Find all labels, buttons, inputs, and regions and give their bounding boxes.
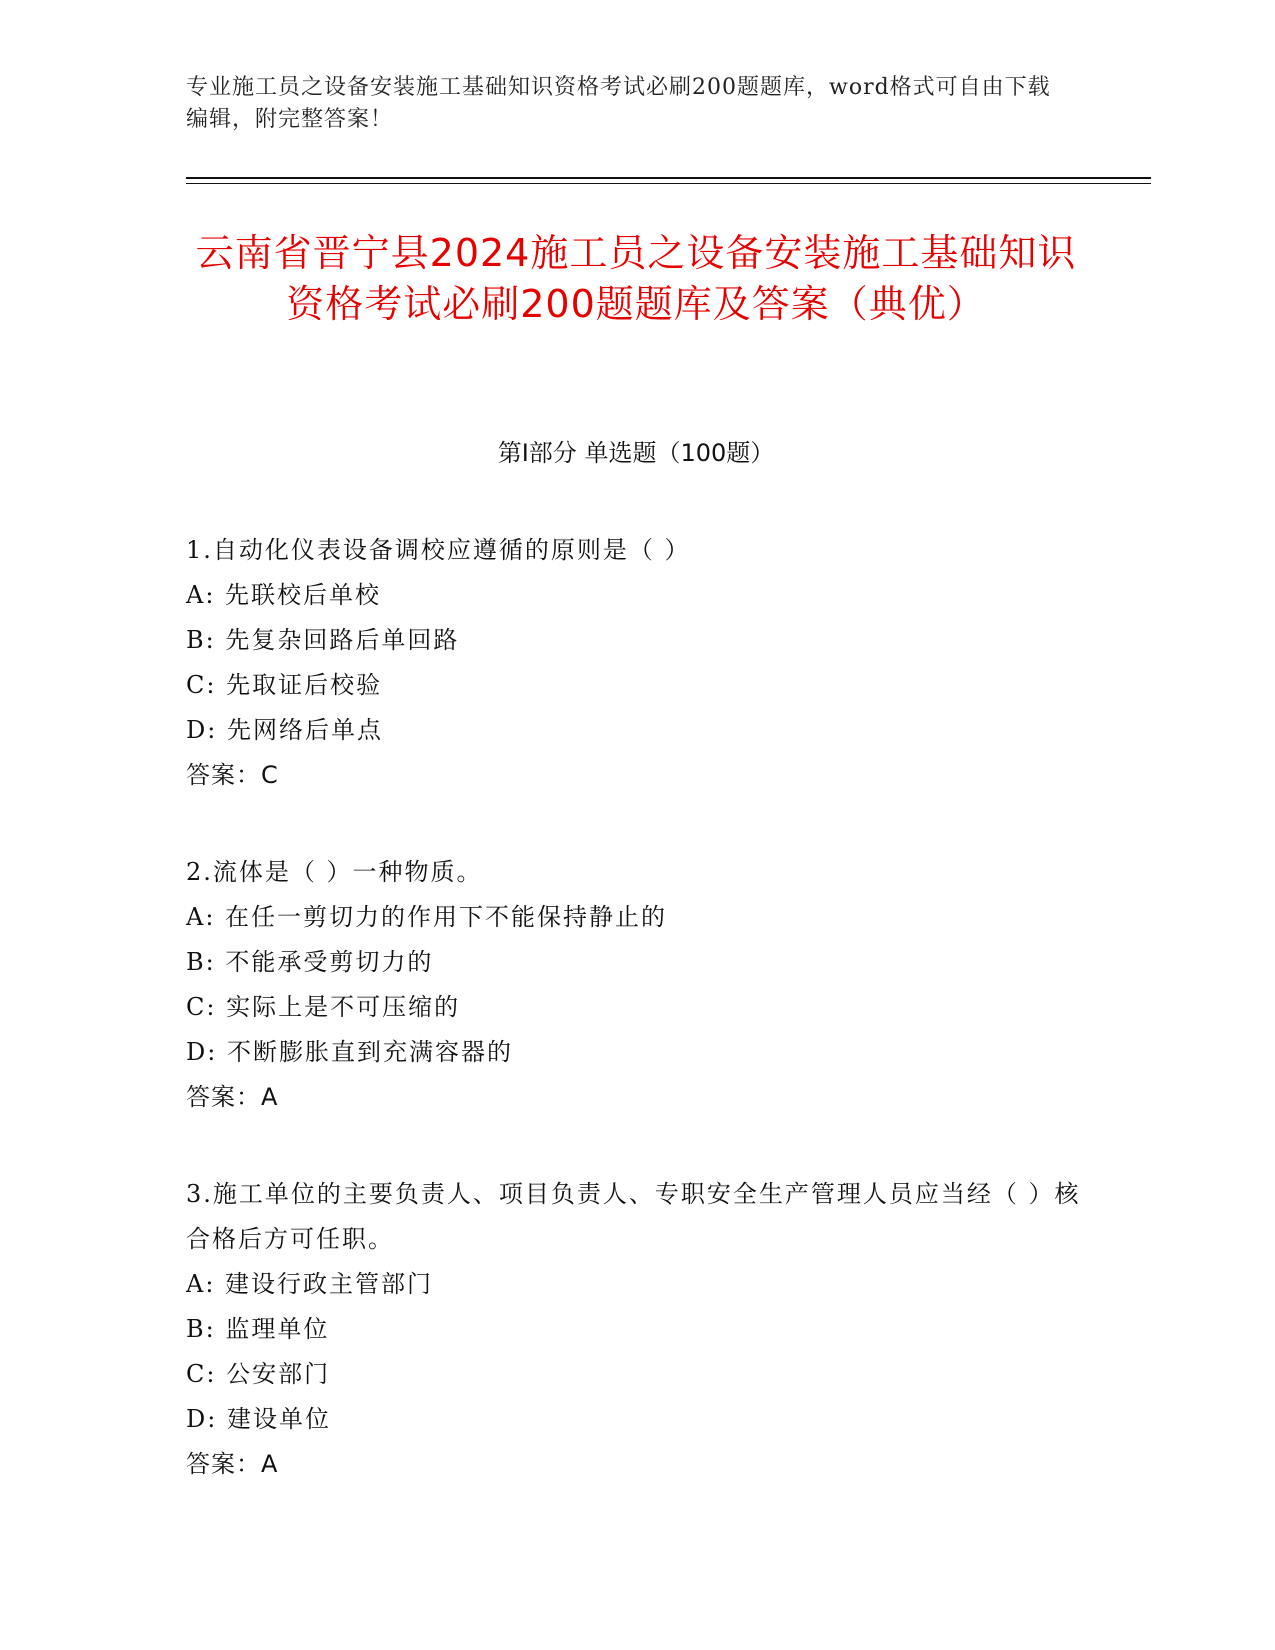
answer-line: 答案：A xyxy=(186,1450,279,1478)
header-divider-thin xyxy=(186,183,1151,184)
question-text: 3.施工单位的主要负责人、项目负责人、专职安全生产管理人员应当经（ ）核合格后方可任职。 xyxy=(186,1180,1081,1253)
header-note: 专业施工员之设备安装施工基础知识资格考试必刷200题题库，word格式可自由下载编辑，附完整答案！ xyxy=(186,75,1051,132)
option-b: B: 监理单位 xyxy=(186,1315,330,1343)
answer-line: 答案：A xyxy=(186,1083,279,1111)
question-text: 2.流体是（ ）一种物质。 xyxy=(186,858,483,886)
question-item xyxy=(186,850,1086,1120)
question-item xyxy=(186,528,1086,798)
option-c: C: 实际上是不可压缩的 xyxy=(186,993,461,1021)
section-heading: 第Ⅰ部分 单选题（100题） xyxy=(497,439,775,467)
option-a: A: 建设行政主管部门 xyxy=(186,1270,434,1298)
answer-line: 答案：C xyxy=(186,761,279,789)
question-item xyxy=(186,1172,1086,1487)
option-b: B: 先复杂回路后单回路 xyxy=(186,626,460,654)
option-c: C: 公安部门 xyxy=(186,1360,331,1388)
option-c: C: 先取证后校验 xyxy=(186,671,383,699)
option-a: A: 先联校后单校 xyxy=(186,581,382,609)
option-d: D: 不断膨胀直到充满容器的 xyxy=(186,1038,513,1066)
option-d: D: 建设单位 xyxy=(186,1405,331,1433)
document-title: 云南省晋宁县2024施工员之设备安装施工基础知识资格考试必刷200题题库及答案（典优） xyxy=(195,231,1077,326)
question-list xyxy=(186,528,1086,1539)
option-a: A: 在任一剪切力的作用下不能保持静止的 xyxy=(186,903,668,931)
header-divider-thick xyxy=(186,177,1151,179)
option-b: B: 不能承受剪切力的 xyxy=(186,948,434,976)
question-text: 1.自动化仪表设备调校应遵循的原则是（ ） xyxy=(186,536,691,564)
option-d: D: 先网络后单点 xyxy=(186,716,383,744)
